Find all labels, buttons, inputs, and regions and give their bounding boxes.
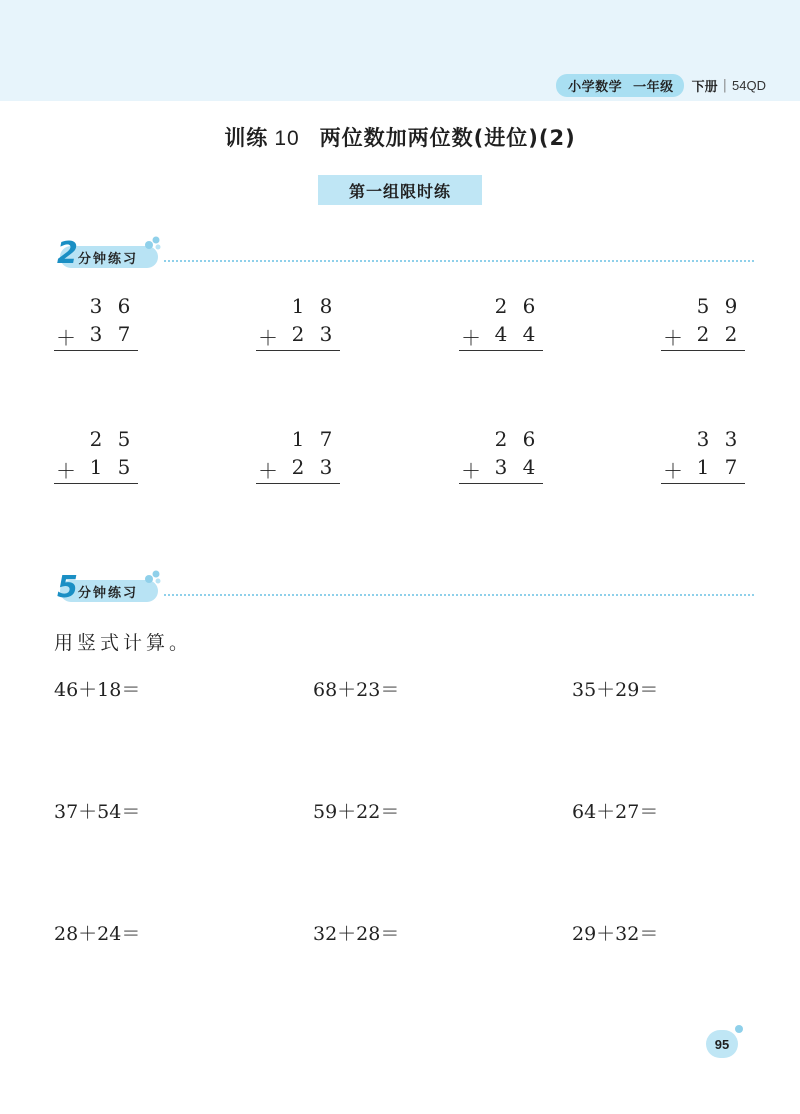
addend2-ones: 7 [117,322,131,346]
title-number: 10 [274,127,300,150]
addend1-ones: 9 [724,294,738,318]
edition-code: 54QD [732,77,766,93]
page-title [0,122,800,152]
addend1-tens: 5 [696,294,710,318]
section-label: 分钟练习 [78,252,139,267]
addend1-ones: 6 [117,294,131,318]
addend1-ones: 7 [319,427,333,451]
addition-equation: 59＋22＝ [313,801,400,823]
vertical-addition-problem [459,294,543,350]
vertical-addition-problem [54,294,138,350]
book-info [556,74,766,96]
addend2-ones: 3 [319,322,333,346]
answer-line [661,350,745,351]
addend1-tens: 2 [494,427,508,451]
section-label: 分钟练习 [78,586,139,601]
addition-equation: 28＋24＝ [54,923,141,945]
separator: | [722,77,728,93]
answer-line [54,350,138,351]
answer-line [54,483,138,484]
addition-equation: 37＋54＝ [54,801,141,823]
dotted-divider [164,260,754,262]
plus-sign: ＋ [56,459,76,483]
addend1-tens: 1 [291,427,305,451]
addition-equation: 64＋27＝ [572,801,659,823]
answer-line [661,483,745,484]
page-number: 95 [706,1030,738,1058]
addend1-tens: 2 [494,294,508,318]
addition-equation: 46＋18＝ [54,679,141,701]
addend2-tens: 2 [696,322,710,346]
vertical-addition-problem [661,294,745,350]
addend2-ones: 3 [319,455,333,479]
water-drops-icon [144,234,162,252]
group-title: 第一组限时练 [318,175,482,205]
addend1-ones: 6 [522,427,536,451]
addend2-tens: 3 [494,455,508,479]
addend2-tens: 4 [494,322,508,346]
addend2-ones: 4 [522,322,536,346]
plus-sign: ＋ [663,326,683,350]
addend1-ones: 8 [319,294,333,318]
addend2-tens: 1 [89,455,103,479]
instruction-text: 用竖式计算。 [54,632,193,654]
vertical-addition-problem [459,427,543,483]
vertical-addition-problem [54,427,138,483]
answer-line [256,483,340,484]
addend1-ones: 6 [522,294,536,318]
answer-line [459,350,543,351]
dotted-divider [164,594,754,596]
leaf-drop-icon [732,1022,746,1036]
minutes-number: 5 [57,570,78,605]
addition-equation: 68＋23＝ [313,679,400,701]
plus-sign: ＋ [258,326,278,350]
addition-equation: 32＋28＝ [313,923,400,945]
addend2-ones: 4 [522,455,536,479]
addend2-tens: 3 [89,322,103,346]
section-5min-header [54,570,754,610]
water-drops-icon [144,568,162,586]
addend1-tens: 3 [696,427,710,451]
plus-sign: ＋ [663,459,683,483]
vertical-addition-problem [256,294,340,350]
addend1-tens: 2 [89,427,103,451]
addend1-tens: 1 [291,294,305,318]
answer-line [459,483,543,484]
addend2-tens: 2 [291,322,305,346]
answer-line [256,350,340,351]
vertical-addition-problem [661,427,745,483]
addend1-tens: 3 [89,294,103,318]
addend2-ones: 5 [117,455,131,479]
plus-sign: ＋ [258,459,278,483]
vertical-addition-problem [256,427,340,483]
plus-sign: ＋ [461,459,481,483]
addend1-ones: 3 [724,427,738,451]
section-2min-header [54,236,754,276]
addition-equation: 35＋29＝ [572,679,659,701]
minutes-number: 2 [57,236,78,271]
subject-grade-pill: 小学数学 一年级 [556,74,684,97]
addend2-tens: 2 [291,455,305,479]
addition-equation: 29＋32＝ [572,923,659,945]
addend2-ones: 2 [724,322,738,346]
title-prefix: 训练 [224,126,269,150]
plus-sign: ＋ [56,326,76,350]
volume-label: 下册 [691,79,718,95]
addend2-tens: 1 [696,455,710,479]
addend1-ones: 5 [117,427,131,451]
title-topic: 两位数加两位数(进位)(2) [319,126,576,150]
plus-sign: ＋ [461,326,481,350]
addend2-ones: 7 [724,455,738,479]
